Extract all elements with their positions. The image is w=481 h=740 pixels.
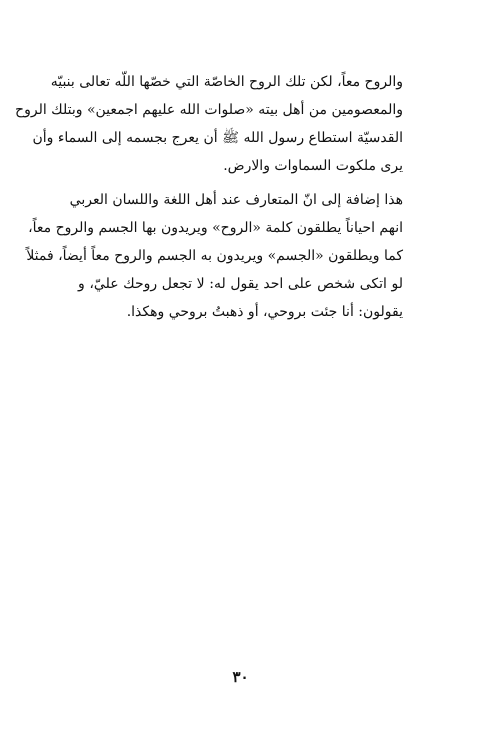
text-line: لو اتكى شخص على احد يقول له: لا تجعل روحك عليّ، و: [78, 276, 403, 292]
paragraph-1: [15, 68, 403, 180]
body-text: [15, 68, 403, 326]
text-line: يقولون: أنا جئت بروحي، أو ذهبتُ بروحي وهكذا.: [126, 304, 403, 320]
text-line: انهم احياناً يطلقون كلمة «الروح» ويريدون بها الجسم والروح معاً،: [28, 220, 403, 236]
text-line: كما ويطلقون «الجسم» ويريدون به الجسم والروح معاً أيضاً، فمثلاً: [26, 248, 403, 264]
page-number: ٣٠: [232, 668, 249, 686]
text-line: والمعصومين من أهل بيته «صلوات الله عليهم اجمعين» وبتلك الروح: [15, 102, 403, 118]
paragraph-2: [26, 186, 403, 326]
text-line: والروح معاً، لكن تلك الروح الخاصّة التي خصّها اللّه تعالى بنبيّه: [50, 74, 403, 90]
text-line: القدسيّة استطاع رسول الله ﷺ أن يعرج بجسمه إلى السماء وأن: [32, 130, 403, 146]
text-line: يرى ملكوت السماوات والارض.: [223, 158, 403, 174]
text-line: هذا إضافة إلى انّ المتعارف عند أهل اللغة واللسان العربي: [69, 192, 403, 208]
